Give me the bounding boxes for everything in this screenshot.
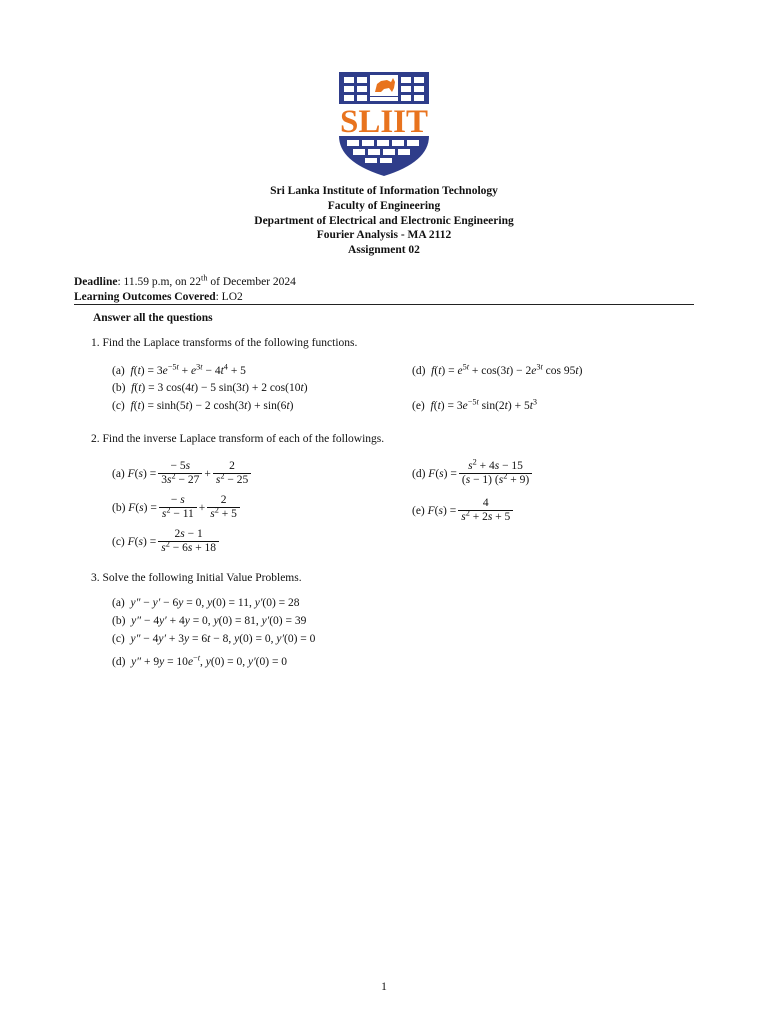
deadline-post: of December 2024 xyxy=(207,276,296,288)
q3-d-label: (d) xyxy=(112,656,126,668)
q1-item-c xyxy=(112,400,293,412)
q2-title: 2. Find the inverse Laplace transform of each of the followings. xyxy=(91,433,385,445)
page-number: 1 xyxy=(381,981,387,993)
assignment-meta xyxy=(74,275,296,305)
q1-d-label: (d) xyxy=(412,365,426,377)
q2-item-b xyxy=(112,494,242,521)
divider xyxy=(74,304,694,305)
q1-item-a xyxy=(112,362,246,377)
q1-e-label: (e) xyxy=(412,400,425,412)
q1-b-label: (b) xyxy=(112,382,126,394)
lo-value: : LO2 xyxy=(215,291,243,303)
q2-b-expr: F ( s ) = $\frac{- s}{s^2 - 11}$ + $\frac{2}{s^2 + 5}$ xyxy=(128,494,242,521)
q1-c-expr: f(t) = sinh(5t) − 2 cosh(3t) + sin(6t) xyxy=(130,400,294,412)
lo-label: Learning Outcomes Covered xyxy=(74,291,216,303)
q1-b-expr: f(t) = 3 cos(4t) − 5 sin(3t) + 2 cos(10t) xyxy=(131,382,308,394)
logo-text: SLIIT xyxy=(339,104,429,140)
learning-outcomes-line xyxy=(74,290,296,305)
q3-a-label: (a) xyxy=(112,597,125,609)
faculty-name: Faculty of Engineering xyxy=(327,199,441,212)
q3-item-b xyxy=(112,615,306,627)
q2-a-label: (a) xyxy=(112,467,125,480)
q2-d-label: (d) xyxy=(412,467,426,480)
sliit-logo xyxy=(337,70,431,178)
q3-c-label: (c) xyxy=(112,633,125,645)
department-name: Department of Electrical and Electronic Engineering xyxy=(254,214,514,227)
q1-d-expr: $f(t) = e^{5t} + \cos(3t) - 2e^{3t}$ cos 95t) xyxy=(431,362,583,377)
q2-e-label: (e) xyxy=(412,504,425,517)
q2-b-label: (b) xyxy=(112,501,126,514)
q1-item-e xyxy=(412,397,538,412)
q3-title: 3. Solve the following Initial Value Problems. xyxy=(91,572,302,584)
q3-a-expr: y″ − y′ − 6y = 0, y(0) = 11, y′(0) = 28 xyxy=(130,597,300,609)
q2-c-expr: F ( s ) = $\frac{2s - 1}{s^2 - 6s + 18}$ xyxy=(128,528,221,555)
q2-item-a xyxy=(112,460,253,487)
q2-c-label: (c) xyxy=(112,535,125,548)
q3-item-c xyxy=(112,633,315,645)
q1-title: 1. Find the Laplace transforms of the following functions. xyxy=(91,337,358,349)
q3-c-expr: y″ − 4y′ + 3y = 6t − 8, y(0) = 0, y′(0) = 0 xyxy=(130,633,316,645)
course-name: Fourier Analysis - MA 2112 xyxy=(316,229,452,242)
assignment-title: Assignment 02 xyxy=(348,244,420,257)
q2-e-expr: F ( s ) = $\frac{4}{s^2 + 2s + 5}$ xyxy=(428,497,516,524)
instructions: Answer all the questions xyxy=(93,312,213,324)
q1-e-expr: $f(t) = 3e^{-5t}$ $\sin(2t) + 5t^3$ xyxy=(430,397,538,412)
deadline-sup: th xyxy=(201,273,208,283)
deadline-label: Deadline xyxy=(74,276,118,288)
q2-d-expr: F ( s ) = $\frac{s^2 + 4s - 15}{(s - 1) (s^2 + 9)}$ xyxy=(428,460,534,487)
q2-a-expr: F ( s ) = $\frac{- 5s}{3s^2 - 27}$ + $\frac{2}{s^2 - 25}$ xyxy=(128,460,254,487)
q1-a-label: (a) xyxy=(112,365,125,377)
q2-item-c xyxy=(112,528,221,555)
q3-item-d xyxy=(112,653,288,668)
deadline-line xyxy=(74,275,296,290)
q2-item-d xyxy=(412,457,534,487)
q1-a-expr: $f(t) = 3e^{-5t} + e^{3t} - 4t^4 + 5$ xyxy=(130,362,246,377)
document-header xyxy=(0,184,768,258)
deadline-pre: : 11.59 p.m, on 22 xyxy=(117,276,202,288)
q3-b-expr: y″ − 4y′ + 4y = 0, y(0) = 81, y′(0) = 39 xyxy=(131,615,307,627)
q3-b-label: (b) xyxy=(112,615,126,627)
q1-c-label: (c) xyxy=(112,400,125,412)
institute-name: Sri Lanka Institute of Information Technology xyxy=(270,185,498,197)
q2-item-e xyxy=(412,497,515,524)
q3-d-expr: $y'' + 9y = 10e^{-t}$, y(0) = 0, y′(0) = 0 xyxy=(131,653,288,668)
q3-item-a xyxy=(112,597,300,609)
q1-item-b xyxy=(112,382,308,394)
q1-item-d xyxy=(412,362,583,377)
